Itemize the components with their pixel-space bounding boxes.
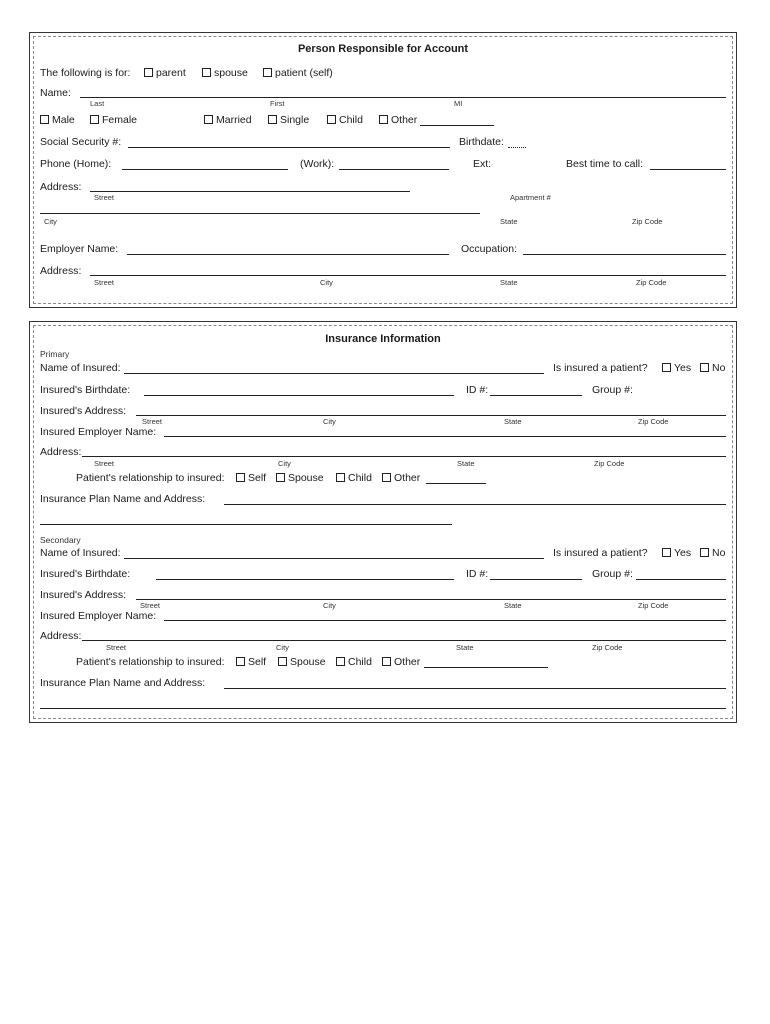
state-caption: State [500,217,518,226]
section-title: Insurance Information [325,333,441,345]
employer-address-field[interactable] [90,275,726,276]
female-option[interactable]: Female [90,114,137,126]
secondary-heading: Secondary [40,535,81,545]
single-checkbox[interactable] [268,115,277,124]
responsible-party-section [29,32,737,308]
primary-other-field[interactable] [426,483,486,484]
phone-home-field[interactable] [122,169,288,170]
parent-checkbox[interactable] [144,68,153,77]
secondary-emp-state-caption: State [456,643,474,652]
secondary-no-option[interactable]: No [700,547,725,559]
primary-plan-label: Insurance Plan Name and Address: [40,493,206,505]
secondary-address-field[interactable] [136,599,726,600]
primary-address-field[interactable] [136,415,726,416]
secondary-birthdate-label: Insured's Birthdate: [40,568,131,580]
primary-plan-field[interactable] [224,504,726,505]
city-caption: City [44,217,57,226]
city-state-zip-field[interactable] [40,213,480,214]
occupation-label: Occupation: [461,243,518,255]
primary-name-field[interactable] [124,373,544,374]
primary-birthdate-label: Insured's Birthdate: [40,384,131,396]
street-field[interactable] [90,191,410,192]
single-option[interactable]: Single [268,114,309,126]
secondary-emp-zip-caption: Zip Code [592,643,623,652]
employer-city-caption: City [320,278,333,287]
secondary-child-checkbox[interactable] [336,657,345,666]
ext-label: Ext: [473,158,492,170]
primary-spouse-option[interactable]: Spouse [276,472,324,484]
secondary-spouse-option[interactable]: Spouse [278,656,326,668]
secondary-relationship-label: Patient's relationship to insured: [76,656,225,668]
secondary-yes-option[interactable]: Yes [662,547,691,559]
secondary-city-caption: City [323,601,336,610]
primary-yes-checkbox[interactable] [662,363,671,372]
married-checkbox[interactable] [204,115,213,124]
primary-emp-address-field[interactable] [82,456,726,457]
primary-emp-city-caption: City [278,459,291,468]
married-option[interactable]: Married [204,114,252,126]
primary-relationship-label: Patient's relationship to insured: [76,472,225,484]
primary-zip-caption: Zip Code [638,417,669,426]
insurance-section [29,321,737,723]
best-time-label: Best time to call: [566,158,644,170]
secondary-employer-label: Insured Employer Name: [40,610,157,622]
secondary-other-checkbox[interactable] [382,657,391,666]
phone-home-label: Phone (Home): [40,158,112,170]
secondary-street-caption: Street [140,601,161,610]
primary-no-option[interactable]: No [700,362,725,374]
spouse-checkbox[interactable] [202,68,211,77]
zip-caption: Zip Code [632,217,663,226]
secondary-plan-label: Insurance Plan Name and Address: [40,677,206,689]
secondary-emp-address-field[interactable] [82,640,726,641]
street-caption: Street [94,193,115,202]
secondary-self-option[interactable]: Self [236,656,266,668]
primary-emp-zip-caption: Zip Code [594,459,625,468]
secondary-state-caption: State [504,601,522,610]
spouse-option[interactable]: spouse [202,67,248,79]
primary-state-caption: State [504,417,522,426]
secondary-address-label: Insured's Address: [40,589,127,601]
following-for-label: The following is for: [40,67,131,79]
section-title: Person Responsible for Account [297,43,469,55]
best-time-field[interactable] [650,169,726,170]
primary-other-option[interactable]: Other [382,472,420,484]
employer-address-label: Address: [40,265,82,277]
parent-option[interactable]: parent [144,67,186,79]
primary-yes-option[interactable]: Yes [662,362,691,374]
primary-is-patient-label: Is insured a patient? [553,362,648,374]
secondary-child-option[interactable]: Child [336,656,372,668]
primary-child-option[interactable]: Child [336,472,372,484]
secondary-yes-checkbox[interactable] [662,548,671,557]
primary-street-caption: Street [142,417,163,426]
mi-caption: MI [454,99,463,108]
secondary-other-option[interactable]: Other [382,656,420,668]
primary-address-label: Insured's Address: [40,405,127,417]
child-checkbox[interactable] [327,115,336,124]
employer-state-caption: State [500,278,518,287]
secondary-plan-field-2[interactable] [40,708,726,709]
primary-spouse-checkbox[interactable] [276,473,285,482]
secondary-group-field[interactable] [636,579,726,580]
primary-heading: Primary [40,349,70,359]
occupation-field[interactable] [523,254,726,255]
secondary-name-label: Name of Insured: [40,547,121,559]
secondary-emp-street-caption: Street [106,643,127,652]
work-label: (Work): [300,158,335,170]
name-field[interactable] [80,97,726,98]
secondary-spouse-checkbox[interactable] [278,657,287,666]
other-checkbox[interactable] [379,115,388,124]
primary-group-label: Group #: [592,384,633,396]
address-label: Address: [40,181,82,193]
primary-birthdate-field[interactable] [144,395,454,396]
secondary-emp-city-caption: City [276,643,289,652]
secondary-no-checkbox[interactable] [700,548,709,557]
secondary-zip-caption: Zip Code [638,601,669,610]
secondary-emp-address-label: Address: [40,630,82,642]
employer-name-field[interactable] [127,254,449,255]
female-checkbox[interactable] [90,115,99,124]
secondary-birthdate-field[interactable] [156,579,454,580]
employer-zip-caption: Zip Code [636,278,667,287]
employer-street-caption: Street [94,278,115,287]
secondary-plan-field[interactable] [224,688,726,689]
male-option[interactable]: Male [40,114,75,126]
primary-emp-state-caption: State [457,459,475,468]
other-field[interactable] [420,125,494,126]
ssn-label: Social Security #: [40,136,122,148]
primary-self-checkbox[interactable] [236,473,245,482]
name-label: Name: [40,87,71,99]
primary-employer-field[interactable] [164,436,726,437]
patient-self-checkbox[interactable] [263,68,272,77]
primary-self-option[interactable]: Self [236,472,266,484]
secondary-is-patient-label: Is insured a patient? [553,547,648,559]
primary-plan-field-2[interactable] [40,524,452,525]
secondary-id-label: ID #: [466,568,489,580]
secondary-name-field[interactable] [124,558,544,559]
last-caption: Last [90,99,105,108]
birthdate-field[interactable] [508,147,526,148]
child-option[interactable]: Child [327,114,363,126]
secondary-other-field[interactable] [424,667,548,668]
primary-name-label: Name of Insured: [40,362,121,374]
primary-other-checkbox[interactable] [382,473,391,482]
secondary-self-checkbox[interactable] [236,657,245,666]
other-option[interactable]: Other [379,114,417,126]
primary-emp-street-caption: Street [94,459,115,468]
primary-emp-address-label: Address: [40,446,82,458]
primary-city-caption: City [323,417,336,426]
ssn-field[interactable] [128,147,450,148]
primary-no-checkbox[interactable] [700,363,709,372]
primary-id-field[interactable] [490,395,582,396]
employer-name-label: Employer Name: [40,243,119,255]
primary-employer-label: Insured Employer Name: [40,426,157,438]
patient-self-option[interactable]: patient (self) [263,67,333,79]
primary-id-label: ID #: [466,384,489,396]
birthdate-label: Birthdate: [459,136,504,148]
primary-child-checkbox[interactable] [336,473,345,482]
secondary-id-field[interactable] [490,579,582,580]
secondary-group-label: Group #: [592,568,633,580]
first-caption: First [270,99,285,108]
secondary-employer-field[interactable] [164,620,726,621]
male-checkbox[interactable] [40,115,49,124]
phone-work-field[interactable] [339,169,449,170]
apartment-caption: Apartment # [510,193,551,202]
